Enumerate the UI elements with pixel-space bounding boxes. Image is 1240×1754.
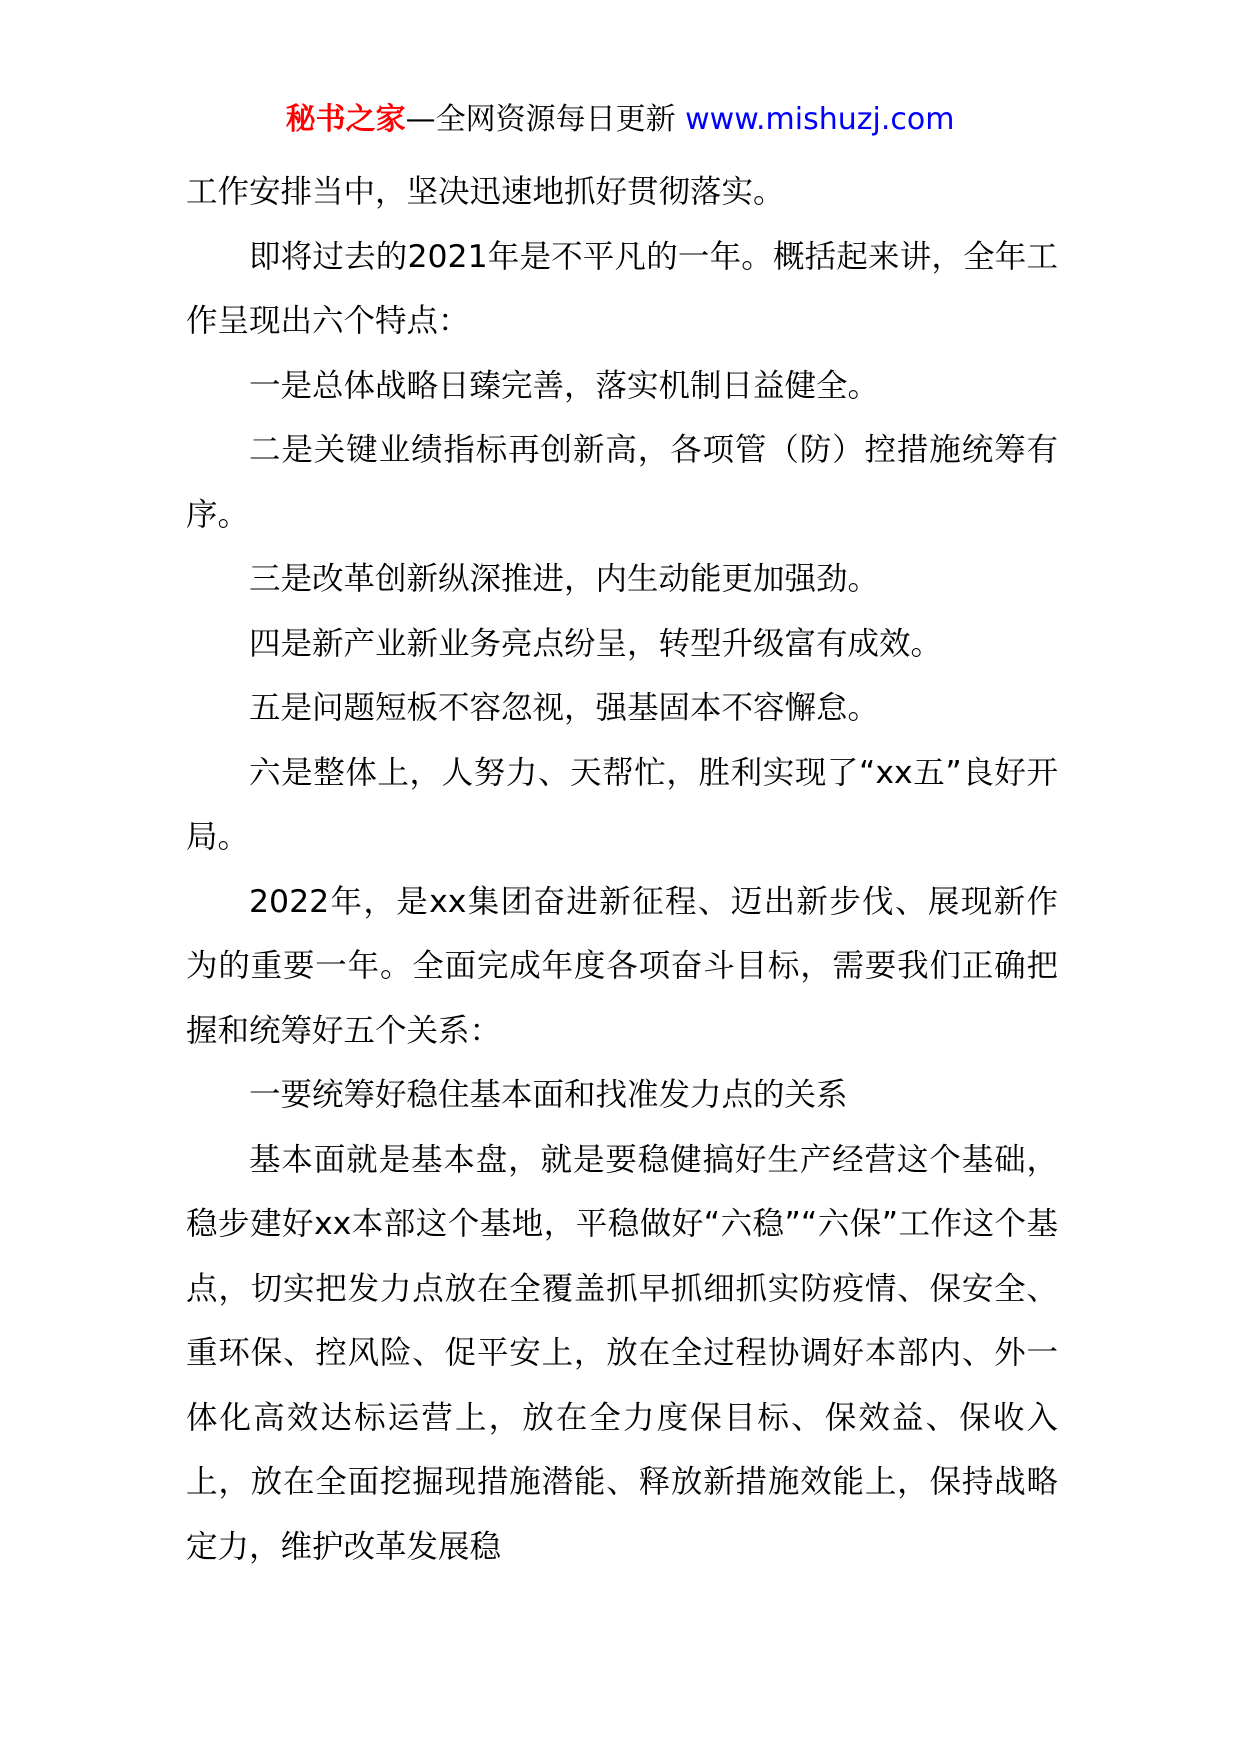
page-header: [0, 100, 1240, 140]
paragraph: 2022年，是xx集团奋进新征程、迈出新步伐、展现新作为的重要一年。全面完成年度各项奋斗目标，需要我们正确把握和统筹好五个关系：: [186, 883, 1058, 1049]
document-body: [186, 160, 1058, 1579]
paragraph: 基本面就是基本盘，就是要稳健搞好生产经营这个基础，稳步建好xx本部这个基地，平稳做好“六稳”“六保”工作这个基点，切实把发力点放在全覆盖抓早抓细抓实防疫情、保安全、重环保、控风险、促平安上，放在全过程协调好本部内、外一体化高效达标运营上，放在全力度保目标、保效益、保收入上，放在全面挖掘现措施潜能、释放新措施效能上，保持战略定力，维护改革发展稳: [186, 1141, 1058, 1565]
paragraph-continuation: 工作安排当中，坚决迅速地抓好贯彻落实。: [186, 174, 785, 210]
list-item-feature-6: 六是整体上，人努力、天帮忙，胜利实现了“xx五”良好开局。: [186, 754, 1058, 855]
list-item-feature-3: 三是改革创新纵深推进，内生动能更加强劲。: [249, 561, 880, 597]
website-link[interactable]: www.mishuzj.com: [685, 102, 955, 137]
section-heading: 一要统筹好稳住基本面和找准发力点的关系: [249, 1077, 848, 1113]
list-item-feature-5: 五是问题短板不容忽视，强基固本不容懈怠。: [249, 690, 880, 726]
brand-name: 秘书之家: [285, 102, 406, 137]
header-slogan: —全网资源每日更新: [405, 102, 676, 137]
list-item-feature-1: 一是总体战略日臻完善，落实机制日益健全。: [249, 367, 880, 404]
paragraph: 即将过去的2021年是不平凡的一年。概括起来讲，全年工作呈现出六个特点：: [186, 238, 1058, 339]
list-item-feature-2: 二是关键业绩指标再创新高，各项管（防）控措施统筹有序。: [186, 432, 1058, 533]
list-item-feature-4: 四是新产业新业务亮点纷呈，转型升级富有成效。: [249, 625, 943, 662]
